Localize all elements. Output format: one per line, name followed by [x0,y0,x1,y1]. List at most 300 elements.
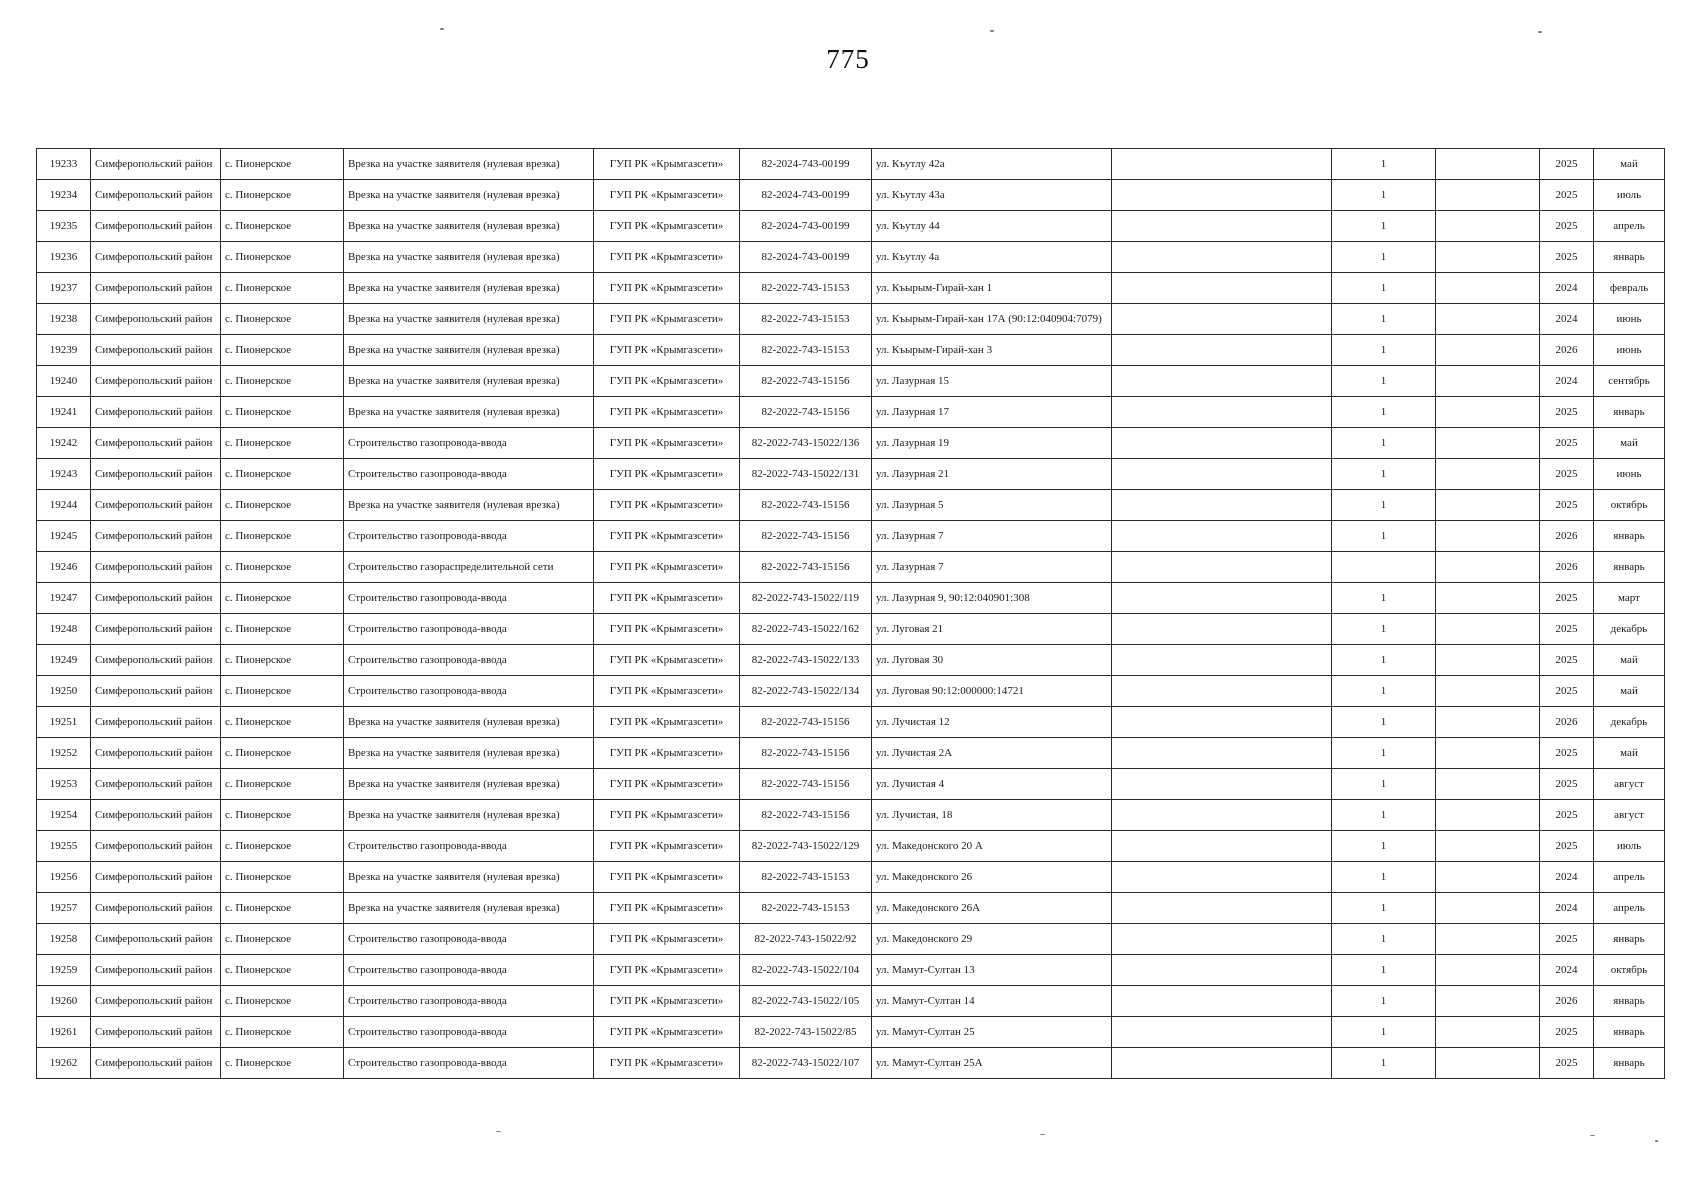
district-cell: Симферопольский район [91,1048,221,1079]
district-cell: Симферопольский район [91,924,221,955]
address-cell: ул. Лучистая 4 [872,769,1112,800]
year-cell: 2025 [1540,831,1594,862]
year-cell: 2025 [1540,1017,1594,1048]
address-cell: ул. Лазурная 7 [872,521,1112,552]
table-row [37,273,1665,304]
empty-cell [1436,242,1540,273]
district-cell: Симферопольский район [91,397,221,428]
year-cell: 2025 [1540,800,1594,831]
empty-cell [1436,986,1540,1017]
empty-cell [1436,397,1540,428]
row-number-cell: 19254 [37,800,91,831]
table-row [37,955,1665,986]
empty-cell [1112,1048,1332,1079]
quantity-cell: 1 [1332,490,1436,521]
month-cell: август [1594,769,1665,800]
organization-cell: ГУП РК «Крымгазсети» [594,180,740,211]
empty-cell [1112,428,1332,459]
project-code-cell: 82-2022-743-15156 [740,490,872,521]
year-cell: 2026 [1540,552,1594,583]
district-cell: Симферопольский район [91,893,221,924]
work-type-cell: Врезка на участке заявителя (нулевая врезка) [344,366,594,397]
month-cell: январь [1594,986,1665,1017]
project-code-cell: 82-2024-743-00199 [740,149,872,180]
empty-cell [1436,273,1540,304]
work-type-cell: Строительство газопровода-ввода [344,676,594,707]
month-cell: март [1594,583,1665,614]
row-number-cell: 19257 [37,893,91,924]
organization-cell: ГУП РК «Крымгазсети» [594,1048,740,1079]
table-row [37,459,1665,490]
district-cell: Симферопольский район [91,769,221,800]
organization-cell: ГУП РК «Крымгазсети» [594,304,740,335]
address-cell: ул. Къутлу 4а [872,242,1112,273]
month-cell: август [1594,800,1665,831]
organization-cell: ГУП РК «Крымгазсети» [594,955,740,986]
table-row [37,1017,1665,1048]
scan-speck [496,1131,501,1132]
district-cell: Симферопольский район [91,738,221,769]
empty-cell [1112,645,1332,676]
table-row [37,924,1665,955]
organization-cell: ГУП РК «Крымгазсети» [594,893,740,924]
district-cell: Симферопольский район [91,180,221,211]
table-row [37,304,1665,335]
district-cell: Симферопольский район [91,862,221,893]
quantity-cell: 1 [1332,738,1436,769]
year-cell: 2025 [1540,459,1594,490]
row-number-cell: 19236 [37,242,91,273]
table-row [37,180,1665,211]
district-cell: Симферопольский район [91,211,221,242]
address-cell: ул. Луговая 21 [872,614,1112,645]
month-cell: апрель [1594,862,1665,893]
quantity-cell: 1 [1332,366,1436,397]
empty-cell [1436,614,1540,645]
project-code-cell: 82-2022-743-15153 [740,893,872,924]
scan-speck [1040,1134,1045,1135]
address-cell: ул. Къутлу 44 [872,211,1112,242]
organization-cell: ГУП РК «Крымгазсети» [594,242,740,273]
quantity-cell: 1 [1332,180,1436,211]
work-type-cell: Строительство газопровода-ввода [344,428,594,459]
row-number-cell: 19258 [37,924,91,955]
work-type-cell: Строительство газопровода-ввода [344,831,594,862]
work-type-cell: Врезка на участке заявителя (нулевая врезка) [344,180,594,211]
organization-cell: ГУП РК «Крымгазсети» [594,490,740,521]
quantity-cell: 1 [1332,428,1436,459]
project-code-cell: 82-2024-743-00199 [740,180,872,211]
settlement-cell: с. Пионерское [221,645,344,676]
empty-cell [1112,583,1332,614]
month-cell: июль [1594,831,1665,862]
empty-cell [1112,335,1332,366]
empty-cell [1112,490,1332,521]
year-cell: 2024 [1540,273,1594,304]
empty-cell [1112,366,1332,397]
row-number-cell: 19240 [37,366,91,397]
empty-cell [1436,707,1540,738]
district-cell: Симферопольский район [91,583,221,614]
quantity-cell: 1 [1332,335,1436,366]
row-number-cell: 19242 [37,428,91,459]
empty-cell [1436,1017,1540,1048]
table-row [37,490,1665,521]
settlement-cell: с. Пионерское [221,521,344,552]
empty-cell [1112,459,1332,490]
work-type-cell: Врезка на участке заявителя (нулевая врезка) [344,490,594,521]
empty-cell [1112,800,1332,831]
month-cell: январь [1594,1017,1665,1048]
project-code-cell: 82-2022-743-15153 [740,335,872,366]
project-code-cell: 82-2022-743-15156 [740,521,872,552]
empty-cell [1436,676,1540,707]
quantity-cell: 1 [1332,521,1436,552]
year-cell: 2024 [1540,893,1594,924]
organization-cell: ГУП РК «Крымгазсети» [594,1017,740,1048]
empty-cell [1436,924,1540,955]
table-row [37,335,1665,366]
empty-cell [1112,180,1332,211]
district-cell: Симферопольский район [91,614,221,645]
row-number-cell: 19245 [37,521,91,552]
work-type-cell: Строительство газопровода-ввода [344,521,594,552]
project-code-cell: 82-2022-743-15022/134 [740,676,872,707]
month-cell: июнь [1594,304,1665,335]
empty-cell [1436,149,1540,180]
project-code-cell: 82-2022-743-15156 [740,738,872,769]
work-type-cell: Строительство газопровода-ввода [344,583,594,614]
project-code-cell: 82-2022-743-15022/104 [740,955,872,986]
table-row [37,676,1665,707]
organization-cell: ГУП РК «Крымгазсети» [594,986,740,1017]
organization-cell: ГУП РК «Крымгазсети» [594,459,740,490]
empty-cell [1112,242,1332,273]
settlement-cell: с. Пионерское [221,273,344,304]
district-cell: Симферопольский район [91,831,221,862]
empty-cell [1436,459,1540,490]
district-cell: Симферопольский район [91,304,221,335]
quantity-cell: 1 [1332,707,1436,738]
settlement-cell: с. Пионерское [221,769,344,800]
organization-cell: ГУП РК «Крымгазсети» [594,366,740,397]
address-cell: ул. Луговая 90:12:000000:14721 [872,676,1112,707]
work-type-cell: Строительство газопровода-ввода [344,1048,594,1079]
table-row [37,614,1665,645]
work-type-cell: Врезка на участке заявителя (нулевая врезка) [344,738,594,769]
district-cell: Симферопольский район [91,552,221,583]
empty-cell [1112,986,1332,1017]
row-number-cell: 19261 [37,1017,91,1048]
year-cell: 2024 [1540,304,1594,335]
empty-cell [1112,273,1332,304]
row-number-cell: 19238 [37,304,91,335]
quantity-cell: 1 [1332,645,1436,676]
empty-cell [1112,955,1332,986]
year-cell: 2025 [1540,645,1594,676]
quantity-cell: 1 [1332,149,1436,180]
organization-cell: ГУП РК «Крымгазсети» [594,428,740,459]
row-number-cell: 19239 [37,335,91,366]
year-cell: 2025 [1540,676,1594,707]
organization-cell: ГУП РК «Крымгазсети» [594,645,740,676]
empty-cell [1436,862,1540,893]
organization-cell: ГУП РК «Крымгазсети» [594,397,740,428]
district-cell: Симферопольский район [91,149,221,180]
address-cell: ул. Мамут-Султан 13 [872,955,1112,986]
organization-cell: ГУП РК «Крымгазсети» [594,273,740,304]
address-cell: ул. Лазурная 19 [872,428,1112,459]
table-row [37,211,1665,242]
quantity-cell: 1 [1332,800,1436,831]
table-row [37,862,1665,893]
address-cell: ул. Лазурная 7 [872,552,1112,583]
year-cell: 2025 [1540,490,1594,521]
settlement-cell: с. Пионерское [221,924,344,955]
table-row [37,1048,1665,1079]
work-type-cell: Врезка на участке заявителя (нулевая врезка) [344,769,594,800]
empty-cell [1436,335,1540,366]
settlement-cell: с. Пионерское [221,149,344,180]
row-number-cell: 19250 [37,676,91,707]
district-cell: Симферопольский район [91,521,221,552]
empty-cell [1112,614,1332,645]
empty-cell [1436,955,1540,986]
quantity-cell: 1 [1332,924,1436,955]
year-cell: 2025 [1540,769,1594,800]
table-row [37,149,1665,180]
quantity-cell: 1 [1332,614,1436,645]
settlement-cell: с. Пионерское [221,831,344,862]
address-cell: ул. Къырым-Гирай-хан 17А (90:12:040904:7079) [872,304,1112,335]
work-type-cell: Врезка на участке заявителя (нулевая врезка) [344,707,594,738]
year-cell: 2024 [1540,955,1594,986]
address-cell: ул. Македонского 26 [872,862,1112,893]
month-cell: январь [1594,242,1665,273]
district-cell: Симферопольский район [91,242,221,273]
row-number-cell: 19252 [37,738,91,769]
settlement-cell: с. Пионерское [221,707,344,738]
quantity-cell: 1 [1332,955,1436,986]
row-number-cell: 19248 [37,614,91,645]
address-cell: ул. Лучистая 12 [872,707,1112,738]
settlement-cell: с. Пионерское [221,428,344,459]
work-type-cell: Врезка на участке заявителя (нулевая врезка) [344,862,594,893]
table-row [37,769,1665,800]
quantity-cell: 1 [1332,862,1436,893]
organization-cell: ГУП РК «Крымгазсети» [594,149,740,180]
quantity-cell: 1 [1332,583,1436,614]
year-cell: 2026 [1540,707,1594,738]
organization-cell: ГУП РК «Крымгазсети» [594,800,740,831]
empty-cell [1436,769,1540,800]
organization-cell: ГУП РК «Крымгазсети» [594,583,740,614]
month-cell: май [1594,738,1665,769]
settlement-cell: с. Пионерское [221,893,344,924]
row-number-cell: 19233 [37,149,91,180]
year-cell: 2026 [1540,521,1594,552]
empty-cell [1436,521,1540,552]
district-cell: Симферопольский район [91,800,221,831]
work-type-cell: Врезка на участке заявителя (нулевая врезка) [344,304,594,335]
table-row [37,738,1665,769]
work-type-cell: Строительство газопровода-ввода [344,645,594,676]
scan-speck [1538,31,1542,33]
table-row [37,831,1665,862]
district-cell: Симферопольский район [91,366,221,397]
organization-cell: ГУП РК «Крымгазсети» [594,707,740,738]
work-type-cell: Строительство газопровода-ввода [344,459,594,490]
year-cell: 2025 [1540,397,1594,428]
settlement-cell: с. Пионерское [221,335,344,366]
month-cell: январь [1594,397,1665,428]
address-cell: ул. Лазурная 21 [872,459,1112,490]
address-cell: ул. Лучистая, 18 [872,800,1112,831]
quantity-cell: 1 [1332,304,1436,335]
month-cell: январь [1594,521,1665,552]
month-cell: декабрь [1594,614,1665,645]
work-type-cell: Врезка на участке заявителя (нулевая врезка) [344,273,594,304]
empty-cell [1436,428,1540,459]
row-number-cell: 19244 [37,490,91,521]
empty-cell [1112,924,1332,955]
empty-cell [1112,893,1332,924]
row-number-cell: 19235 [37,211,91,242]
organization-cell: ГУП РК «Крымгазсети» [594,738,740,769]
district-cell: Симферопольский район [91,490,221,521]
project-code-cell: 82-2024-743-00199 [740,242,872,273]
quantity-cell: 1 [1332,397,1436,428]
table-row [37,397,1665,428]
work-type-cell: Врезка на участке заявителя (нулевая врезка) [344,800,594,831]
settlement-cell: с. Пионерское [221,583,344,614]
project-code-cell: 82-2022-743-15153 [740,304,872,335]
register-body [37,149,1665,1079]
district-cell: Симферопольский район [91,428,221,459]
table-row [37,366,1665,397]
address-cell: ул. Македонского 26А [872,893,1112,924]
address-cell: ул. Мамут-Султан 14 [872,986,1112,1017]
month-cell: июль [1594,180,1665,211]
settlement-cell: с. Пионерское [221,490,344,521]
empty-cell [1436,738,1540,769]
row-number-cell: 19255 [37,831,91,862]
empty-cell [1436,304,1540,335]
district-cell: Симферопольский район [91,459,221,490]
empty-cell [1112,552,1332,583]
project-code-cell: 82-2022-743-15022/119 [740,583,872,614]
scan-speck [440,28,444,30]
month-cell: апрель [1594,893,1665,924]
empty-cell [1112,1017,1332,1048]
project-code-cell: 82-2022-743-15022/107 [740,1048,872,1079]
row-number-cell: 19262 [37,1048,91,1079]
table-row [37,893,1665,924]
settlement-cell: с. Пионерское [221,366,344,397]
year-cell: 2025 [1540,428,1594,459]
row-number-cell: 19259 [37,955,91,986]
work-type-cell: Врезка на участке заявителя (нулевая врезка) [344,149,594,180]
district-cell: Симферопольский район [91,707,221,738]
work-type-cell: Строительство газопровода-ввода [344,955,594,986]
page-number: 775 [826,44,870,74]
month-cell: сентябрь [1594,366,1665,397]
organization-cell: ГУП РК «Крымгазсети» [594,924,740,955]
settlement-cell: с. Пионерское [221,211,344,242]
work-type-cell: Врезка на участке заявителя (нулевая врезка) [344,211,594,242]
table-row [37,521,1665,552]
settlement-cell: с. Пионерское [221,614,344,645]
row-number-cell: 19251 [37,707,91,738]
month-cell: октябрь [1594,490,1665,521]
organization-cell: ГУП РК «Крымгазсети» [594,769,740,800]
empty-cell [1112,769,1332,800]
address-cell: ул. Къырым-Гирай-хан 3 [872,335,1112,366]
work-type-cell: Врезка на участке заявителя (нулевая врезка) [344,335,594,366]
organization-cell: ГУП РК «Крымгазсети» [594,552,740,583]
month-cell: январь [1594,1048,1665,1079]
project-code-cell: 82-2022-743-15156 [740,707,872,738]
project-code-cell: 82-2022-743-15022/162 [740,614,872,645]
settlement-cell: с. Пионерское [221,459,344,490]
project-code-cell: 82-2022-743-15022/129 [740,831,872,862]
empty-cell [1436,831,1540,862]
settlement-cell: с. Пионерское [221,738,344,769]
table-row [37,242,1665,273]
scan-speck [990,30,994,32]
project-code-cell: 82-2022-743-15156 [740,800,872,831]
district-cell: Симферопольский район [91,335,221,366]
quantity-cell: 1 [1332,893,1436,924]
project-code-cell: 82-2022-743-15153 [740,862,872,893]
month-cell: июнь [1594,335,1665,366]
project-code-cell: 82-2022-743-15156 [740,366,872,397]
quantity-cell [1332,552,1436,583]
row-number-cell: 19234 [37,180,91,211]
project-code-cell: 82-2022-743-15156 [740,397,872,428]
project-code-cell: 82-2022-743-15022/136 [740,428,872,459]
scan-speck [1655,1140,1658,1142]
address-cell: ул. Лазурная 5 [872,490,1112,521]
month-cell: октябрь [1594,955,1665,986]
district-cell: Симферопольский район [91,955,221,986]
month-cell: май [1594,149,1665,180]
organization-cell: ГУП РК «Крымгазсети» [594,831,740,862]
empty-cell [1436,552,1540,583]
work-type-cell: Врезка на участке заявителя (нулевая врезка) [344,242,594,273]
empty-cell [1436,800,1540,831]
year-cell: 2024 [1540,862,1594,893]
project-code-cell: 82-2022-743-15156 [740,769,872,800]
quantity-cell: 1 [1332,769,1436,800]
month-cell: май [1594,676,1665,707]
empty-cell [1436,180,1540,211]
address-cell: ул. Къутлу 43а [872,180,1112,211]
scan-speck [1590,1135,1595,1136]
organization-cell: ГУП РК «Крымгазсети» [594,862,740,893]
address-cell: ул. Лазурная 17 [872,397,1112,428]
organization-cell: ГУП РК «Крымгазсети» [594,521,740,552]
project-code-cell: 82-2022-743-15153 [740,273,872,304]
district-cell: Симферопольский район [91,986,221,1017]
quantity-cell: 1 [1332,1017,1436,1048]
project-code-cell: 82-2022-743-15022/131 [740,459,872,490]
address-cell: ул. Лазурная 15 [872,366,1112,397]
year-cell: 2025 [1540,242,1594,273]
project-code-cell: 82-2022-743-15022/85 [740,1017,872,1048]
district-cell: Симферопольский район [91,676,221,707]
quantity-cell: 1 [1332,676,1436,707]
